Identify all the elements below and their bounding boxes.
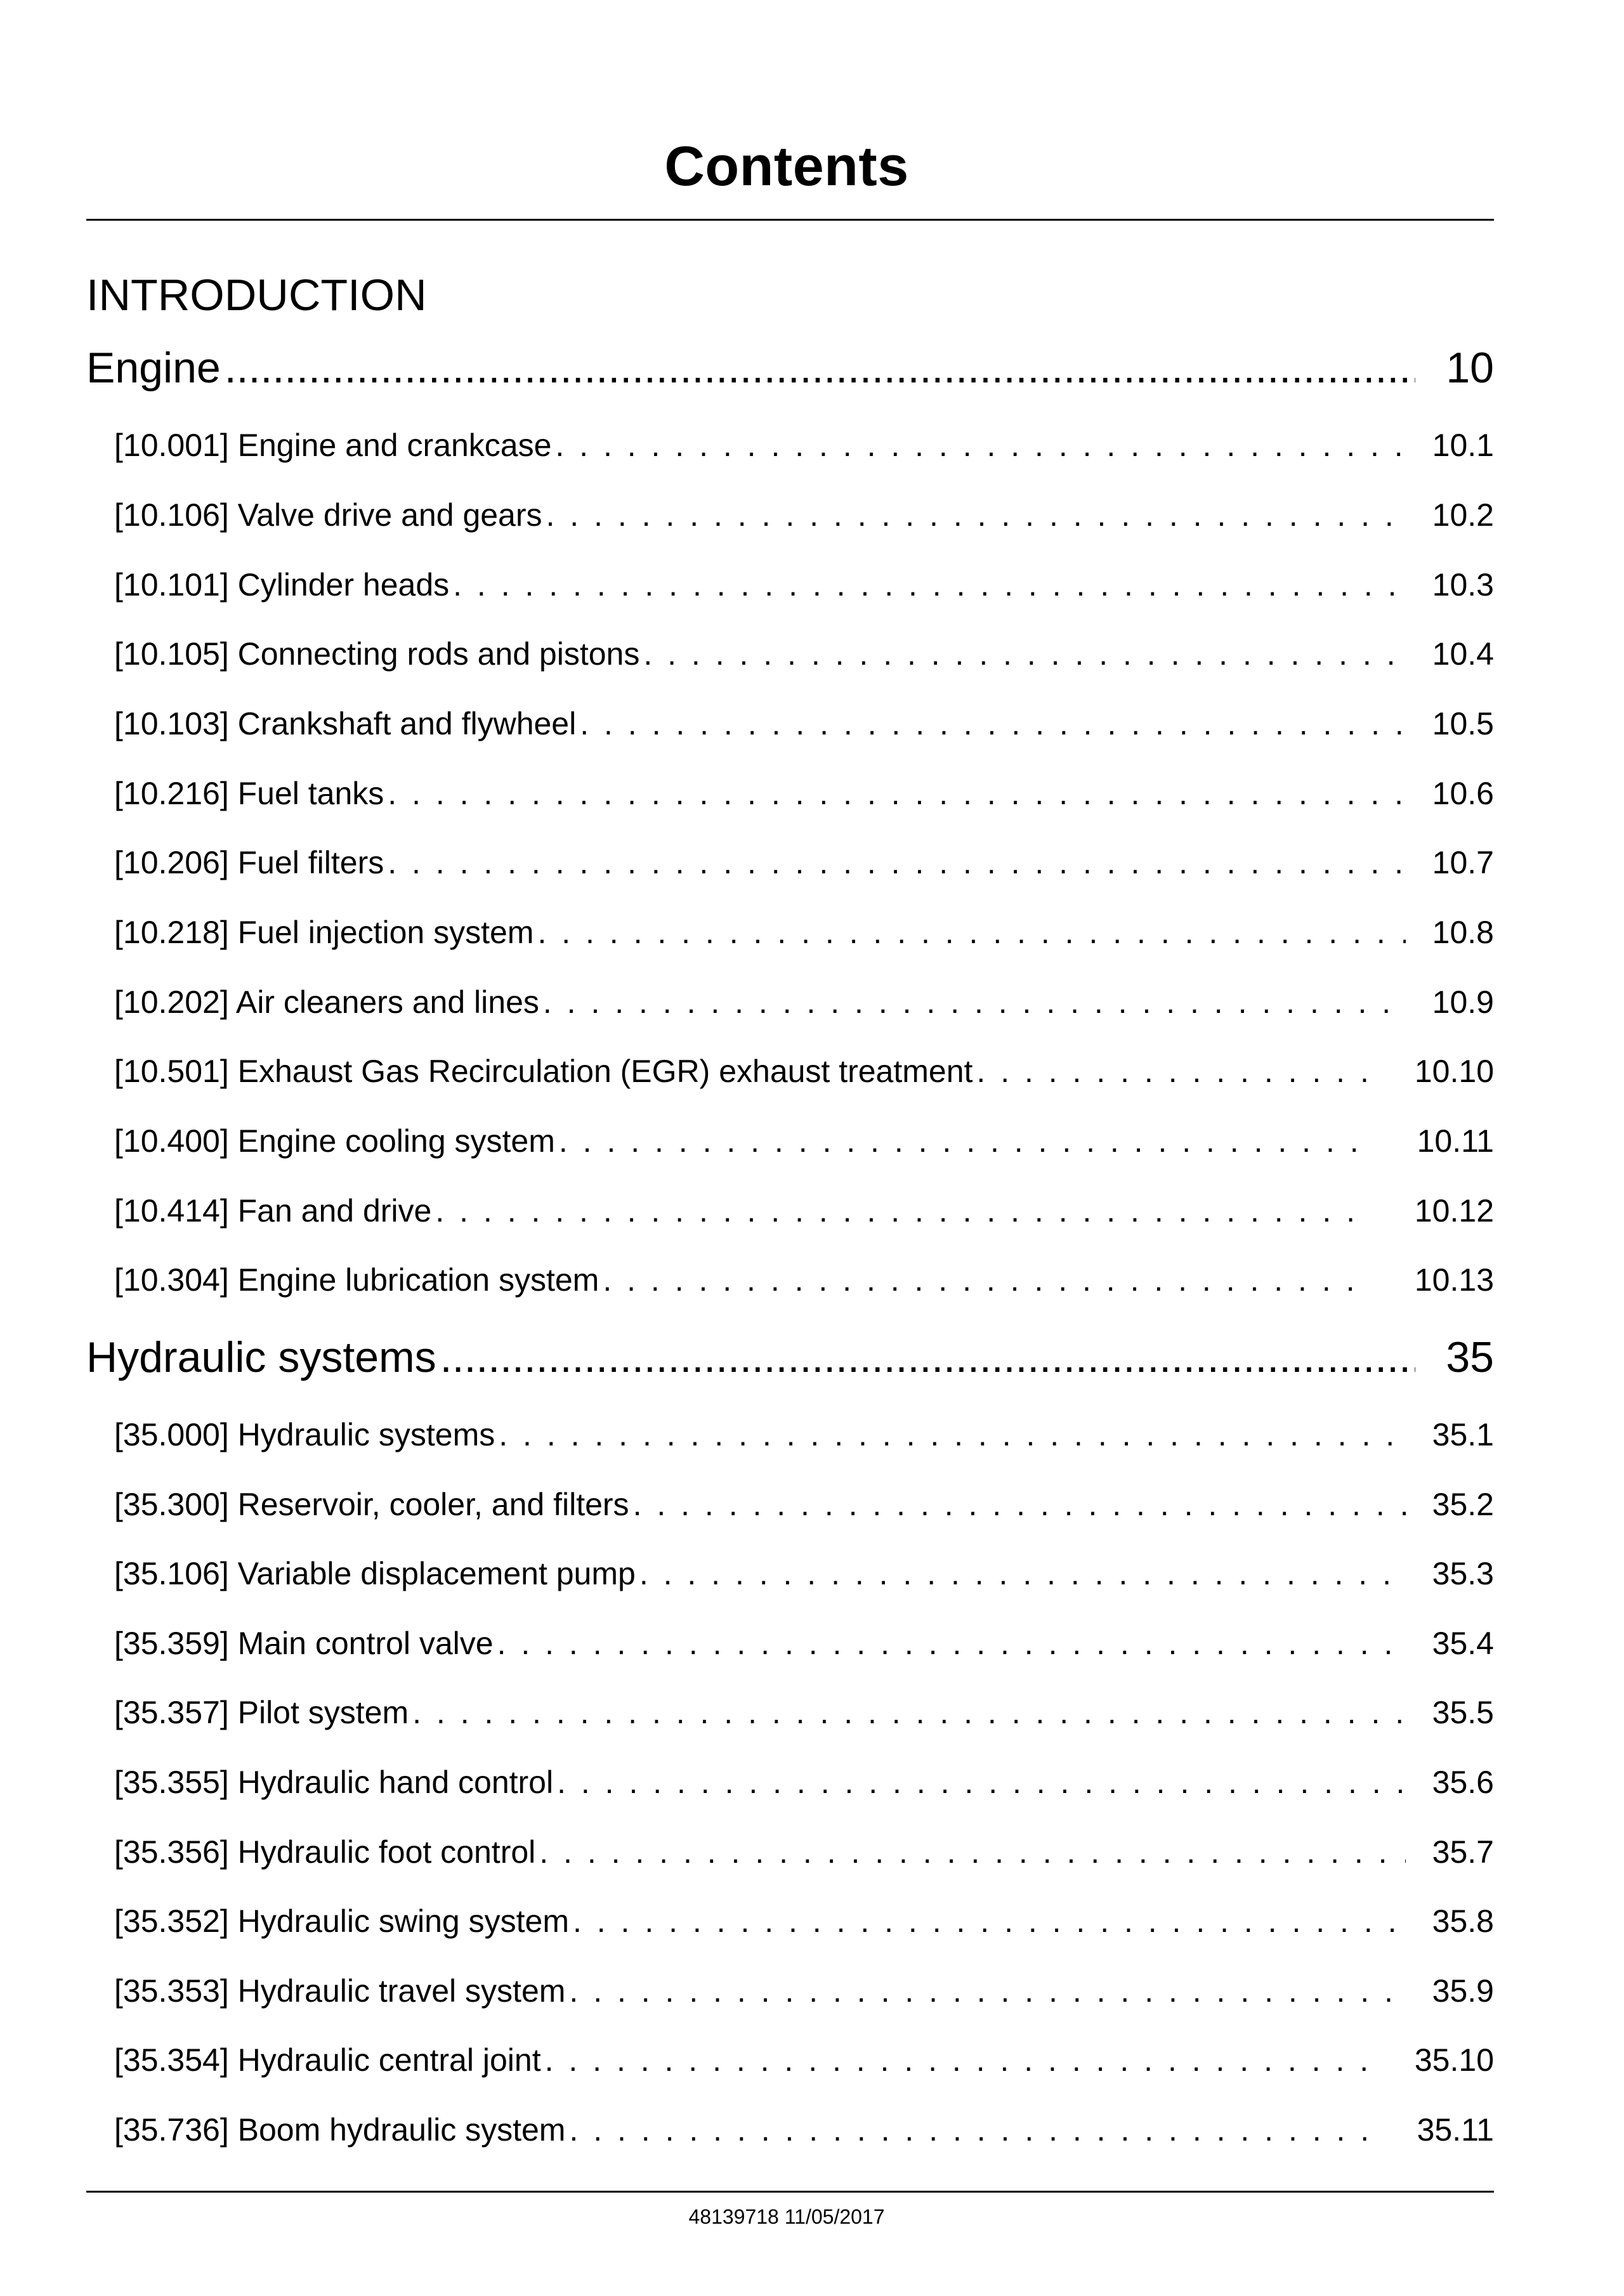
toc-entry-page-number: 10.7: [1432, 845, 1494, 880]
toc-entry-page-number: 10: [1446, 344, 1494, 392]
toc-dot-leader: [603, 1258, 1371, 1302]
toc-subsection-entry[interactable]: [114, 1189, 1494, 1233]
toc-entry-page-number: 35: [1446, 1333, 1494, 1381]
toc-subsection-entry[interactable]: [114, 771, 1494, 816]
toc-entry-title: [35.352] Hydraulic swing system: [114, 1903, 569, 1939]
toc-dot-leader: [557, 1760, 1406, 1804]
toc-dot-leader: [569, 2108, 1371, 2152]
toc-entry-page-number: 35.9: [1432, 1973, 1494, 2009]
toc-entry-page-number: 35.2: [1432, 1487, 1494, 1522]
toc-dot-leader: [555, 423, 1406, 467]
toc-entry-title: Hydraulic systems: [86, 1333, 436, 1381]
toc-subsection-entry[interactable]: [114, 1690, 1494, 1735]
toc-subsection-entry[interactable]: [114, 1119, 1494, 1163]
toc-entry-page-number: 10.9: [1432, 984, 1494, 1020]
toc-dot-leader: [543, 980, 1406, 1024]
toc-entry-title: [35.106] Variable displacement pump: [114, 1556, 636, 1591]
toc-entry-page-number: 35.1: [1432, 1417, 1494, 1452]
toc-entry-page-number: 10.10: [1414, 1053, 1494, 1089]
toc-entry-title: [35.300] Reservoir, cooler, and filters: [114, 1487, 629, 1522]
toc-entry-title: [35.000] Hydraulic systems: [114, 1417, 495, 1452]
toc-entry-title: [10.400] Engine cooling system: [114, 1123, 555, 1159]
toc-entry-title: [10.206] Fuel filters: [114, 845, 384, 880]
toc-subsection-entry[interactable]: [114, 493, 1494, 537]
toc-entry-page-number: 10.3: [1432, 567, 1494, 603]
toc-entry-title: [10.218] Fuel injection system: [114, 915, 534, 950]
toc-dot-leader: [539, 1830, 1406, 1874]
toc-dot-leader: [569, 1969, 1406, 2013]
toc-subsection-entry[interactable]: [114, 1621, 1494, 1666]
toc-entry-page-number: 35.3: [1432, 1556, 1494, 1591]
toc-entry-page-number: 10.11: [1417, 1123, 1494, 1159]
toc-dot-leader: [643, 632, 1406, 676]
toc-subsection-entry[interactable]: [114, 1049, 1494, 1093]
toc-subsection-entry[interactable]: [114, 910, 1494, 955]
toc-subsection-entry[interactable]: [114, 980, 1494, 1024]
introduction-heading: INTRODUCTION: [86, 270, 427, 320]
toc-dot-leader: [388, 840, 1406, 885]
toc-subsection-entry[interactable]: [114, 2108, 1494, 2152]
toc-entry-title: [10.001] Engine and crankcase: [114, 427, 552, 463]
toc-subsection-entry[interactable]: [114, 423, 1494, 467]
toc-entry-page-number: 10.8: [1432, 915, 1494, 950]
toc-subsection-entry[interactable]: [114, 1760, 1494, 1804]
toc-dot-leader: [440, 1329, 1415, 1386]
toc-dot-leader: [633, 1482, 1406, 1527]
toc-entry-title: [10.414] Fan and drive: [114, 1193, 432, 1229]
toc-entry-page-number: 35.4: [1432, 1626, 1494, 1661]
toc-subsection-entry[interactable]: [114, 701, 1494, 746]
toc-entry-page-number: 10.13: [1414, 1262, 1494, 1298]
toc-entry-page-number: 35.11: [1417, 2112, 1494, 2148]
toc-entry-title: [10.202] Air cleaners and lines: [114, 984, 539, 1020]
toc-entry-title: [10.106] Valve drive and gears: [114, 497, 542, 533]
toc-entry-title: [10.105] Connecting rods and pistons: [114, 636, 640, 672]
footer-doc-id: 48139718 11/05/2017: [688, 2205, 885, 2228]
toc-entry-page-number: 35.6: [1432, 1764, 1494, 1800]
toc-dot-leader: [497, 1621, 1406, 1666]
toc-entry-title: [10.304] Engine lubrication system: [114, 1262, 599, 1298]
toc-entry-page-number: 10.5: [1432, 706, 1494, 741]
toc-dot-leader: [537, 910, 1406, 955]
toc-subsection-entry[interactable]: [114, 1830, 1494, 1874]
toc-dot-leader: [545, 2038, 1371, 2082]
toc-subsection-entry[interactable]: [114, 632, 1494, 676]
page-title: Contents: [664, 134, 909, 197]
toc-entry-title: [10.103] Crankshaft and flywheel: [114, 706, 577, 741]
toc-entry-page-number: 10.2: [1432, 497, 1494, 533]
toc-subsection-entry[interactable]: [114, 1482, 1494, 1527]
toc-entry-page-number: 35.7: [1432, 1834, 1494, 1870]
toc-entry-title: [35.356] Hydraulic foot control: [114, 1834, 536, 1870]
toc-entry-page-number: 35.10: [1414, 2042, 1494, 2078]
toc-entry-title: [35.355] Hydraulic hand control: [114, 1764, 554, 1800]
toc-dot-leader: [573, 1899, 1406, 1943]
toc-entry-title: [35.736] Boom hydraulic system: [114, 2112, 566, 2148]
toc-entry-title: [10.216] Fuel tanks: [114, 776, 384, 811]
toc-subsection-entry[interactable]: [114, 1412, 1494, 1457]
toc-dot-leader: [580, 701, 1406, 746]
toc-subsection-entry[interactable]: [114, 2038, 1494, 2082]
toc-entry-page-number: 10.6: [1432, 776, 1494, 811]
toc-entry-page-number: 35.5: [1432, 1695, 1494, 1730]
toc-entry-title: [35.353] Hydraulic travel system: [114, 1973, 566, 2009]
toc-dot-leader: [388, 771, 1406, 816]
toc-entry-title: [35.357] Pilot system: [114, 1695, 409, 1730]
toc-dot-leader: [435, 1189, 1371, 1233]
toc-dot-leader: [546, 493, 1406, 537]
toc-dot-leader: [559, 1119, 1371, 1163]
footer-divider: [86, 2191, 1494, 2193]
toc-entry-page-number: 10.12: [1414, 1193, 1494, 1229]
toc-dot-leader: [225, 339, 1415, 396]
toc-dot-leader: [639, 1551, 1406, 1596]
toc-entry-title: [10.501] Exhaust Gas Recirculation (EGR) exhaust treatment: [114, 1053, 973, 1089]
toc-subsection-entry[interactable]: [114, 1969, 1494, 2013]
toc-section-entry[interactable]: [86, 339, 1494, 396]
toc-subsection-entry[interactable]: [114, 563, 1494, 607]
toc-subsection-entry[interactable]: [114, 1551, 1494, 1596]
toc-entry-page-number: 35.8: [1432, 1903, 1494, 1939]
toc-entry-title: [10.101] Cylinder heads: [114, 567, 450, 603]
toc-section-entry[interactable]: [86, 1329, 1494, 1386]
toc-entry-page-number: 10.1: [1432, 427, 1494, 463]
toc-dot-leader: [412, 1690, 1406, 1735]
toc-entry-title: Engine: [86, 344, 221, 392]
toc-entry-title: [35.354] Hydraulic central joint: [114, 2042, 541, 2078]
toc-dot-leader: [453, 563, 1406, 607]
toc-entry-page-number: 10.4: [1432, 636, 1494, 672]
toc-dot-leader: [499, 1412, 1406, 1457]
toc-dot-leader: [976, 1049, 1371, 1093]
toc-subsection-entry[interactable]: [114, 1258, 1494, 1302]
toc-subsection-entry[interactable]: [114, 840, 1494, 885]
toc-subsection-entry[interactable]: [114, 1899, 1494, 1943]
toc-entry-title: [35.359] Main control valve: [114, 1626, 494, 1661]
